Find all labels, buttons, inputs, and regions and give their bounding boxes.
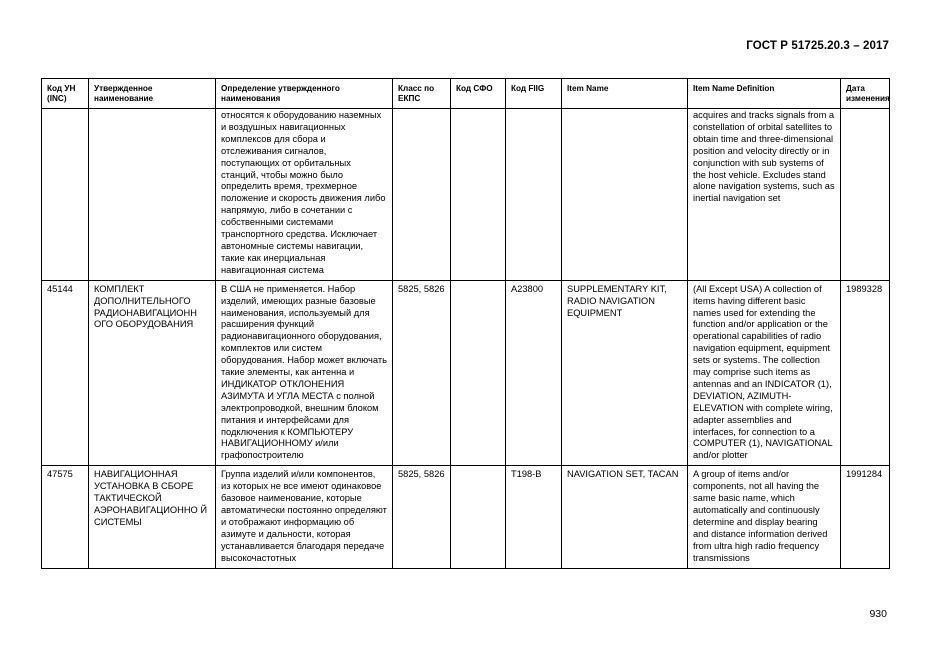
cell-item-name	[562, 109, 688, 281]
cell-ekps-class	[393, 109, 451, 281]
table-header-row	[42, 79, 890, 109]
standard-header: ГОСТ Р 51725.20.3 – 2017	[746, 40, 889, 52]
col-header-definition: Определение утвержденного наименования	[216, 79, 393, 109]
col-header-inc: Код УН (INC)	[42, 79, 89, 109]
cell-definition: относятся к оборудованию наземных и воздушных навигационных комплексов для сбора и отслеживания сигналов, поступающих от орбитальных станций, чтобы можно было определить время, трехмерное положение и скорость движения либо напрямую, либо в сочетании с собственными системами транспортного средства. Исключает автономные системы навигации, такие как инерциальная навигационная система	[216, 109, 393, 281]
table-row	[42, 109, 890, 281]
cell-change-date	[841, 109, 890, 281]
cell-item-name-definition: A group of items and/or components, not all having the same basic name, which automatically and continuously determine and display bearing and distance information derived from ultra high radio frequency transmissions	[688, 466, 841, 568]
inc-table	[41, 78, 890, 569]
cell-inc	[42, 109, 89, 281]
table-row	[42, 466, 890, 568]
cell-approved-name: КОМПЛЕКТ ДОПОЛНИТЕЛЬНОГО РАДИОНАВИГАЦИОНН ОГО ОБОРУДОВАНИЯ	[89, 280, 216, 466]
col-header-item-name: Item Name	[562, 79, 688, 109]
cell-item-name: NAVIGATION SET, TACAN	[562, 466, 688, 568]
cell-ekps-class: 5825, 5826	[393, 466, 451, 568]
cell-sfo-code	[451, 466, 506, 568]
table-row	[42, 280, 890, 466]
cell-ekps-class: 5825, 5826	[393, 280, 451, 466]
col-header-approved-name: Утвержденное наименование	[89, 79, 216, 109]
col-header-item-name-definition: Item Name Definition	[688, 79, 841, 109]
cell-approved-name	[89, 109, 216, 281]
cell-definition: Группа изделий и/или компонентов, из которых не все имеют одинаковое базовое наименование, которые автоматически постоянно определяют и отображают информацию об азимуте и дальности, которая устанавливается благодаря передаче высокочастотных	[216, 466, 393, 568]
cell-inc: 45144	[42, 280, 89, 466]
cell-approved-name: НАВИГАЦИОННАЯ УСТАНОВКА В СБОРЕ ТАКТИЧЕСКОЙ АЭРОНАВИГАЦИОННО Й СИСТЕМЫ	[89, 466, 216, 568]
page-number: 930	[869, 608, 887, 620]
cell-fiig-code: A23800	[506, 280, 562, 466]
cell-fiig-code: T198-B	[506, 466, 562, 568]
cell-sfo-code	[451, 280, 506, 466]
cell-definition: В США не применяется. Набор изделий, имеющих разные базовые наименования, используемый для расширения функций радионавигационного оборудования, комплектов или систем оборудования. Набор может включать такие элементы, как антенна и ИНДИКАТОР ОТКЛОНЕНИЯ АЗИМУТА И УГЛА МЕСТА с полной электропроводкой, внешним блоком питания и интерфейсами для подключения к КОМПЬЮТЕРУ НАВИГАЦИОННОМУ и/или графопостроителю	[216, 280, 393, 466]
cell-item-name-definition: acquires and tracks signals from a constellation of orbital satellites to obtain time and three-dimensional position and velocity directly or in conjunction with sub systems of the host vehicle. Excludes stand alone navigation systems, such as inertial navigation set	[688, 109, 841, 281]
cell-inc: 47575	[42, 466, 89, 568]
cell-change-date: 1991284	[841, 466, 890, 568]
cell-sfo-code	[451, 109, 506, 281]
col-header-sfo-code: Код СФО	[451, 79, 506, 109]
col-header-change-date: Дата изменения	[841, 79, 890, 109]
cell-fiig-code	[506, 109, 562, 281]
cell-item-name-definition: (All Except USA) A collection of items having different basic names used for extending the function and/or application or the operational capabilities of radio navigation equipment, equipment sets or systems. The collection may comprise such items as antennas and an INDICATOR (1), DEVIATION, AZIMUTH-ELEVATION with complete wiring, adapter assemblies and interfaces, for connection to a COMPUTER (1), NAVIGATIONAL and/or plotter	[688, 280, 841, 466]
col-header-fiig-code: Код FIIG	[506, 79, 562, 109]
col-header-ekps-class: Класс по ЕКПС	[393, 79, 451, 109]
cell-item-name: SUPPLEMENTARY KIT, RADIO NAVIGATION EQUIPMENT	[562, 280, 688, 466]
cell-change-date: 1989328	[841, 280, 890, 466]
